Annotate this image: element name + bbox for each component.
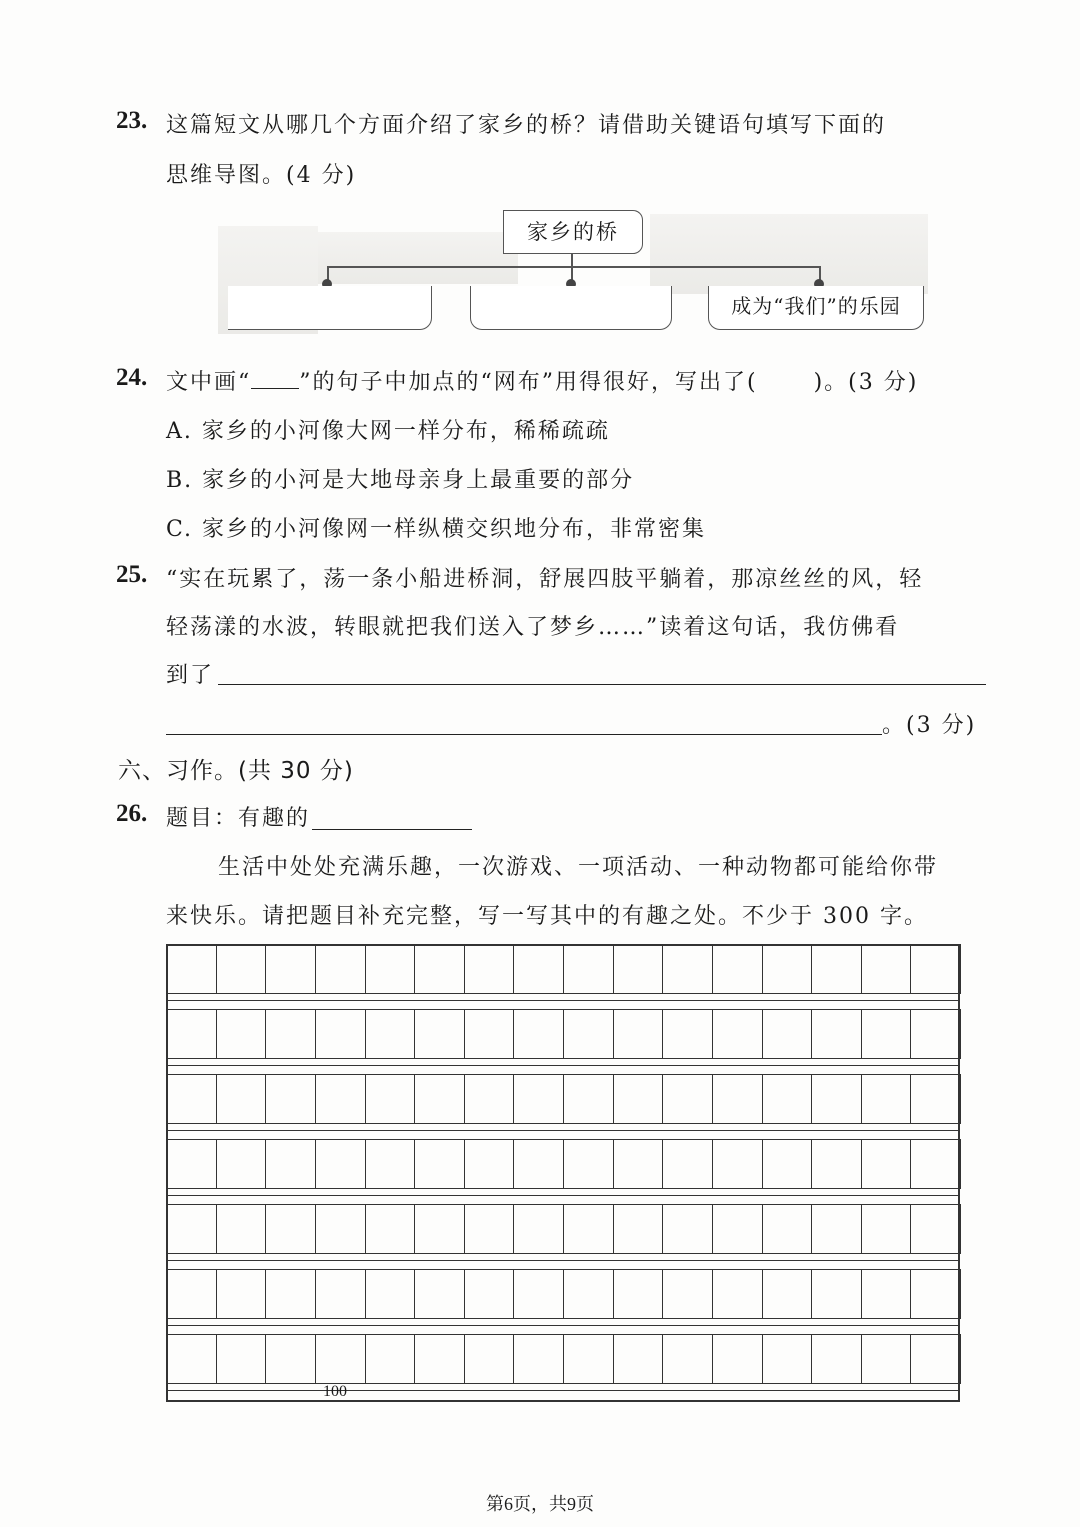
grid-cell[interactable] <box>563 1269 614 1319</box>
grid-cell[interactable] <box>613 1074 664 1124</box>
q25-text-line1: “实在玩累了，荡一条小船进桥洞，舒展四肢平躺着，那凉丝丝的风，轻 <box>166 567 924 592</box>
grid-cell[interactable] <box>762 1009 813 1059</box>
q25-number: 25. <box>116 561 148 588</box>
grid-cell[interactable] <box>910 1334 961 1384</box>
q25-answer-line-1[interactable] <box>218 684 986 685</box>
grid-cell[interactable] <box>513 1334 564 1384</box>
q24-option-c[interactable]: C. 家乡的小河像网一样纵横交织地分布，非常密集 <box>166 517 707 542</box>
grid-cell[interactable] <box>563 1139 614 1189</box>
grid-cell[interactable] <box>216 1334 267 1384</box>
grid-cell[interactable] <box>662 1009 713 1059</box>
grid-cell[interactable] <box>414 1139 465 1189</box>
grid-cell[interactable] <box>464 1009 515 1059</box>
q26-number: 26. <box>116 800 148 827</box>
grid-cell[interactable] <box>365 1139 416 1189</box>
grid-cell[interactable] <box>762 1074 813 1124</box>
grid-cell[interactable] <box>166 944 217 994</box>
grid-cell[interactable] <box>712 1074 763 1124</box>
grid-cell[interactable] <box>265 1139 316 1189</box>
grid-cell[interactable] <box>861 1269 912 1319</box>
grid-cell[interactable] <box>811 1269 862 1319</box>
grid-cell[interactable] <box>613 1204 664 1254</box>
grid-cell[interactable] <box>513 1074 564 1124</box>
grid-cell[interactable] <box>464 1074 515 1124</box>
q25-text-line3: 到了 <box>166 663 215 688</box>
grid-cell[interactable] <box>910 1269 961 1319</box>
grid-cell[interactable] <box>811 1009 862 1059</box>
grid-cell[interactable] <box>811 944 862 994</box>
q24-stem <box>166 365 918 396</box>
grid-cell[interactable] <box>513 1009 564 1059</box>
q24-underline-marker <box>251 388 299 389</box>
q24-number: 24. <box>116 364 148 391</box>
grid-cell[interactable] <box>365 1009 416 1059</box>
mind-map <box>0 0 1080 350</box>
grid-cell[interactable] <box>513 1139 564 1189</box>
grid-cell[interactable] <box>464 1204 515 1254</box>
grid-cell[interactable] <box>563 1074 614 1124</box>
background-bridge-image-2 <box>318 232 518 284</box>
background-bridge-image-3 <box>650 214 928 294</box>
grid-cell[interactable] <box>861 944 912 994</box>
grid-cell[interactable] <box>662 1204 713 1254</box>
grid-cell[interactable] <box>712 1139 763 1189</box>
q26-title-blank[interactable] <box>312 829 472 830</box>
grid-cell[interactable] <box>365 1074 416 1124</box>
grid-cell[interactable] <box>414 1269 465 1319</box>
grid-cell[interactable] <box>811 1139 862 1189</box>
grid-cell[interactable] <box>464 944 515 994</box>
grid-row-separator <box>166 1130 960 1131</box>
grid-cell[interactable] <box>613 1334 664 1384</box>
grid-cell[interactable] <box>910 944 961 994</box>
grid-cell[interactable] <box>166 1204 217 1254</box>
grid-cell[interactable] <box>315 944 366 994</box>
mindmap-branch-1-box[interactable] <box>228 286 432 330</box>
grid-cell[interactable] <box>414 1009 465 1059</box>
grid-cell[interactable] <box>265 1009 316 1059</box>
grid-cell[interactable] <box>613 1269 664 1319</box>
grid-cell[interactable] <box>861 1204 912 1254</box>
grid-cell[interactable] <box>265 1204 316 1254</box>
grid-cell[interactable] <box>414 1204 465 1254</box>
grid-cell[interactable] <box>910 1009 961 1059</box>
grid-cell[interactable] <box>662 1269 713 1319</box>
grid-cell[interactable] <box>662 1334 713 1384</box>
grid-cell[interactable] <box>365 944 416 994</box>
grid-cell[interactable] <box>216 1204 267 1254</box>
grid-cell[interactable] <box>315 1009 366 1059</box>
grid-cell[interactable] <box>166 1269 217 1319</box>
q25-answer-line-2[interactable] <box>166 734 882 735</box>
q24-option-a[interactable]: A. 家乡的小河像大网一样分布，稀稀疏疏 <box>166 419 610 444</box>
grid-cell[interactable] <box>910 1074 961 1124</box>
grid-cell[interactable] <box>315 1204 366 1254</box>
grid-cell[interactable] <box>613 1139 664 1189</box>
mindmap-root-box <box>503 210 643 254</box>
grid-row-separator <box>166 1390 960 1391</box>
grid-cell[interactable] <box>563 1009 614 1059</box>
q23-number: 23. <box>116 107 148 134</box>
grid-cell[interactable] <box>216 1269 267 1319</box>
grid-cell[interactable] <box>166 1009 217 1059</box>
grid-cell[interactable] <box>414 1074 465 1124</box>
grid-row-separator <box>166 1065 960 1066</box>
mindmap-branch-bar <box>327 266 820 268</box>
section-6-title: 六、习作。(共 30 分) <box>118 758 354 784</box>
grid-cell[interactable] <box>811 1334 862 1384</box>
grid-cell[interactable] <box>513 1269 564 1319</box>
grid-cell[interactable] <box>414 1334 465 1384</box>
q23-text-line1: 这篇短文从哪几个方面介绍了家乡的桥？请借助关键语句填写下面的 <box>166 113 887 138</box>
q26-prompt-line1: 生活中处处充满乐趣，一次游戏、一项活动、一种动物都可能给你带 <box>218 855 939 880</box>
grid-cell[interactable] <box>613 944 664 994</box>
grid-cell[interactable] <box>464 1334 515 1384</box>
grid-cell[interactable] <box>513 944 564 994</box>
grid-cell[interactable] <box>216 1139 267 1189</box>
mindmap-root-label: 家乡的桥 <box>527 220 619 244</box>
grid-row-separator <box>166 1195 960 1196</box>
grid-cell[interactable] <box>265 944 316 994</box>
grid-cell[interactable] <box>563 944 614 994</box>
grid-cell[interactable] <box>712 1269 763 1319</box>
grid-cell[interactable] <box>315 1139 366 1189</box>
grid-cell[interactable] <box>216 944 267 994</box>
q26-prompt-line2: 来快乐。请把题目补充完整，写一写其中的有趣之处。不少于 300 字。 <box>166 904 928 929</box>
grid-cell[interactable] <box>811 1204 862 1254</box>
grid-count-marker: 100 <box>323 1383 347 1400</box>
grid-cell[interactable] <box>414 944 465 994</box>
grid-cell[interactable] <box>563 1204 614 1254</box>
q24-option-b[interactable]: B. 家乡的小河是大地母亲身上最重要的部分 <box>166 468 635 493</box>
grid-cell[interactable] <box>861 1074 912 1124</box>
grid-cell[interactable] <box>762 944 813 994</box>
grid-cell[interactable] <box>662 1139 713 1189</box>
grid-cell[interactable] <box>712 1334 763 1384</box>
grid-cell[interactable] <box>861 1009 912 1059</box>
mindmap-branch-3-label: 成为“我们”的乐园 <box>731 294 901 318</box>
grid-cell[interactable] <box>166 1334 217 1384</box>
grid-cell[interactable] <box>762 1334 813 1384</box>
grid-cell[interactable] <box>365 1334 416 1384</box>
q24-stem-part2: ”的句子中加点的“网布”用得很好，写出了( <box>299 370 758 395</box>
grid-cell[interactable] <box>315 1074 366 1124</box>
grid-cell[interactable] <box>265 1334 316 1384</box>
q23-text-line2: 思维导图。(4 分) <box>166 163 357 188</box>
grid-cell[interactable] <box>315 1269 366 1319</box>
q26-title-prefix: 题目：有趣的 <box>166 806 311 831</box>
grid-cell[interactable] <box>365 1269 416 1319</box>
grid-cell[interactable] <box>861 1334 912 1384</box>
grid-cell[interactable] <box>265 1074 316 1124</box>
mindmap-branch-2-box[interactable] <box>470 286 672 330</box>
grid-cell[interactable] <box>662 1074 713 1124</box>
grid-cell[interactable] <box>762 1269 813 1319</box>
grid-row-separator <box>166 1325 960 1326</box>
grid-cell[interactable] <box>861 1139 912 1189</box>
grid-cell[interactable] <box>166 1139 217 1189</box>
q24-stem-part1: 文中画“ <box>166 370 252 395</box>
grid-cell[interactable] <box>513 1204 564 1254</box>
grid-cell[interactable] <box>166 1074 217 1124</box>
grid-cell[interactable] <box>712 1204 763 1254</box>
grid-cell[interactable] <box>811 1074 862 1124</box>
grid-cell[interactable] <box>910 1204 961 1254</box>
grid-cell[interactable] <box>216 1009 267 1059</box>
grid-cell[interactable] <box>712 944 763 994</box>
grid-cell[interactable] <box>464 1269 515 1319</box>
grid-cell[interactable] <box>563 1334 614 1384</box>
q25-score: 。(3 分) <box>882 713 977 738</box>
grid-cell[interactable] <box>365 1204 416 1254</box>
q25-text-line2: 轻荡漾的水波，转眼就把我们送入了梦乡……”读着这句话，我仿佛看 <box>166 615 900 640</box>
page-number: 第6页，共9页 <box>486 1494 594 1514</box>
grid-cell[interactable] <box>910 1139 961 1189</box>
grid-cell[interactable] <box>712 1009 763 1059</box>
mindmap-branch-3-box <box>708 286 924 330</box>
grid-cell[interactable] <box>315 1334 366 1384</box>
grid-row-separator <box>166 1000 960 1001</box>
grid-cell[interactable] <box>762 1139 813 1189</box>
grid-cell[interactable] <box>216 1074 267 1124</box>
q24-stem-part3: )。(3 分) <box>813 370 919 395</box>
grid-cell[interactable] <box>762 1204 813 1254</box>
grid-row-separator <box>166 1260 960 1261</box>
grid-cell[interactable] <box>265 1269 316 1319</box>
grid-cell[interactable] <box>464 1139 515 1189</box>
grid-cell[interactable] <box>662 944 713 994</box>
grid-cell[interactable] <box>613 1009 664 1059</box>
